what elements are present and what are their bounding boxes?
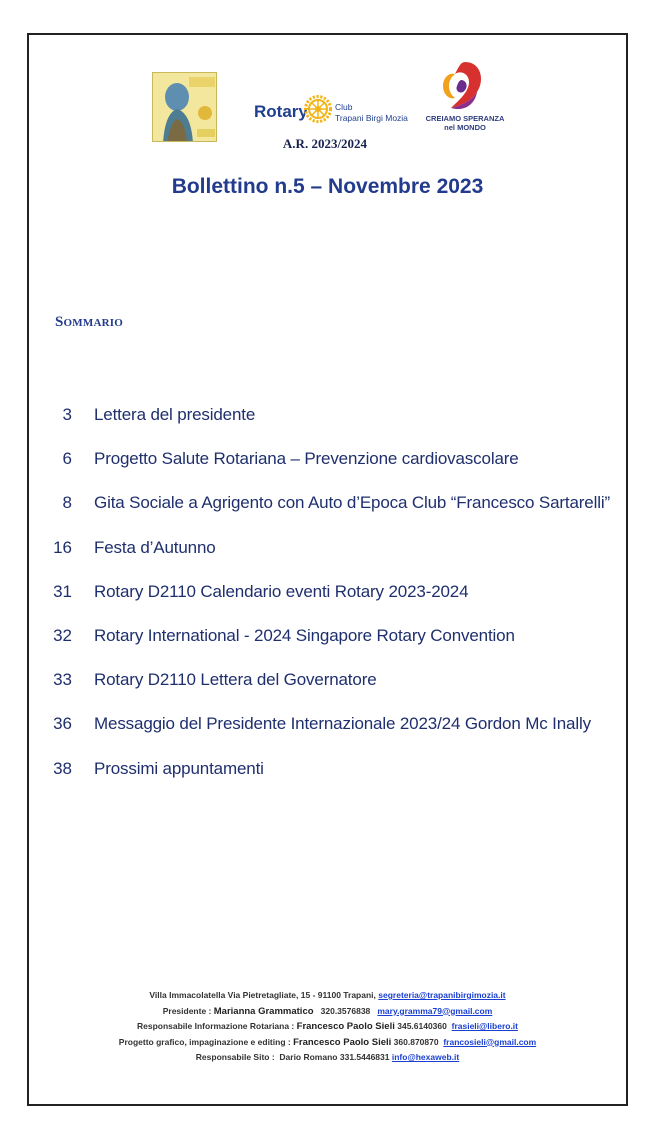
club-label: Club	[335, 102, 353, 112]
toc-item[interactable]	[40, 402, 620, 446]
design-name: Francesco Paolo Sieli	[293, 1036, 392, 1048]
toc-item[interactable]	[40, 756, 620, 800]
toc-entry-title: Festa d’Autunno	[94, 537, 216, 557]
design-label: Progetto grafico, impaginazione e editing :	[118, 1036, 291, 1047]
club-emblem-logo	[152, 72, 217, 142]
footer-president-line	[27, 1004, 628, 1020]
toc-page-number: 16	[53, 537, 72, 557]
toc-entry-title: Lettera del presidente	[94, 405, 256, 424]
toc-page-number: 36	[53, 714, 72, 734]
sommario-heading: Sommario	[55, 314, 123, 330]
footer-contacts	[27, 988, 628, 1066]
toc-page-number: 32	[53, 625, 72, 645]
toc-entry-title: Rotary D2110 Calendario eventi Rotary 2023-2024	[94, 581, 469, 601]
creiamo-line2: nel MONDO	[444, 123, 486, 132]
toc-page-number: 3	[62, 405, 72, 424]
footer-design-line	[27, 1035, 628, 1051]
toc-page-number: 8	[62, 493, 72, 513]
site-email-link[interactable]: info@hexaweb.it	[391, 1052, 460, 1062]
secretary-email-link[interactable]: segreteria@trapanibirgimozia.it	[378, 990, 506, 1000]
footer-info-line	[27, 1019, 628, 1035]
info-email-link[interactable]: frasieli@libero.it	[451, 1021, 518, 1031]
rotary-club-logo	[254, 88, 408, 134]
footer-site-line	[27, 1050, 628, 1066]
president-phone: 320.3576838	[320, 1005, 371, 1016]
toc-item[interactable]	[40, 579, 620, 623]
president-name: Marianna Grammatico	[213, 1005, 314, 1017]
info-label: Responsabile Informazione Rotariana :	[136, 1021, 295, 1031]
statue-icon	[153, 73, 217, 142]
toc-item[interactable]	[40, 667, 620, 711]
speranza-swirl-icon	[425, 58, 505, 114]
toc-item[interactable]	[40, 623, 620, 667]
rotary-wordmark: Rotary	[254, 102, 308, 121]
footer-address-line	[27, 988, 628, 1004]
footer-address: Villa Immacolatella Via Pietretagliate, 15 - 91100 Trapani,	[149, 990, 376, 1000]
page-title: Bollettino n.5 – Novembre 2023	[171, 175, 484, 198]
creiamo-speranza-logo	[425, 58, 505, 138]
toc-page-number: 31	[53, 581, 72, 601]
info-phone: 345.6140360	[397, 1021, 447, 1031]
toc-entry-title: Rotary International - 2024 Singapore Rotary Convention	[94, 625, 515, 645]
president-email-link[interactable]: mary.gramma79@gmail.com	[377, 1005, 493, 1016]
toc-page-number: 6	[62, 449, 72, 469]
site-label: Responsabile Sito :	[195, 1052, 275, 1062]
rotary-wheel-icon	[303, 94, 333, 124]
info-name: Francesco Paolo Sieli	[296, 1021, 395, 1032]
site-phone: 331.5446831	[339, 1052, 390, 1062]
toc-entry-title: Progetto Salute Rotariana – Prevenzione cardiovascolare	[94, 449, 519, 469]
toc-entry-title: Messaggio del Presidente Internazionale 2023/24 Gordon Mc Inally	[94, 714, 591, 734]
toc-item[interactable]	[40, 490, 620, 534]
site-name: Dario Romano	[279, 1052, 338, 1062]
toc-page-number: 38	[53, 758, 72, 778]
president-label: Presidente :	[162, 1005, 212, 1016]
design-email-link[interactable]: francosieli@gmail.com	[443, 1036, 537, 1047]
toc-entry-title: Gita Sociale a Agrigento con Auto d’Epoca Club “Francesco Sartarelli”	[94, 493, 610, 513]
toc-item[interactable]	[40, 446, 620, 490]
toc-item[interactable]	[40, 535, 620, 579]
toc-page-number: 33	[53, 670, 72, 690]
rotary-year: A.R. 2023/2024	[282, 136, 368, 151]
toc-entry-title: Prossimi appuntamenti	[94, 758, 264, 778]
toc-item[interactable]	[40, 711, 620, 755]
club-name: Trapani Birgi Mozia	[335, 113, 408, 123]
creiamo-line1: CREIAMO SPERANZA	[425, 114, 505, 123]
table-of-contents	[40, 402, 620, 800]
design-phone: 360.870870	[393, 1036, 439, 1047]
toc-entry-title: Rotary D2110 Lettera del Governatore	[94, 670, 377, 690]
